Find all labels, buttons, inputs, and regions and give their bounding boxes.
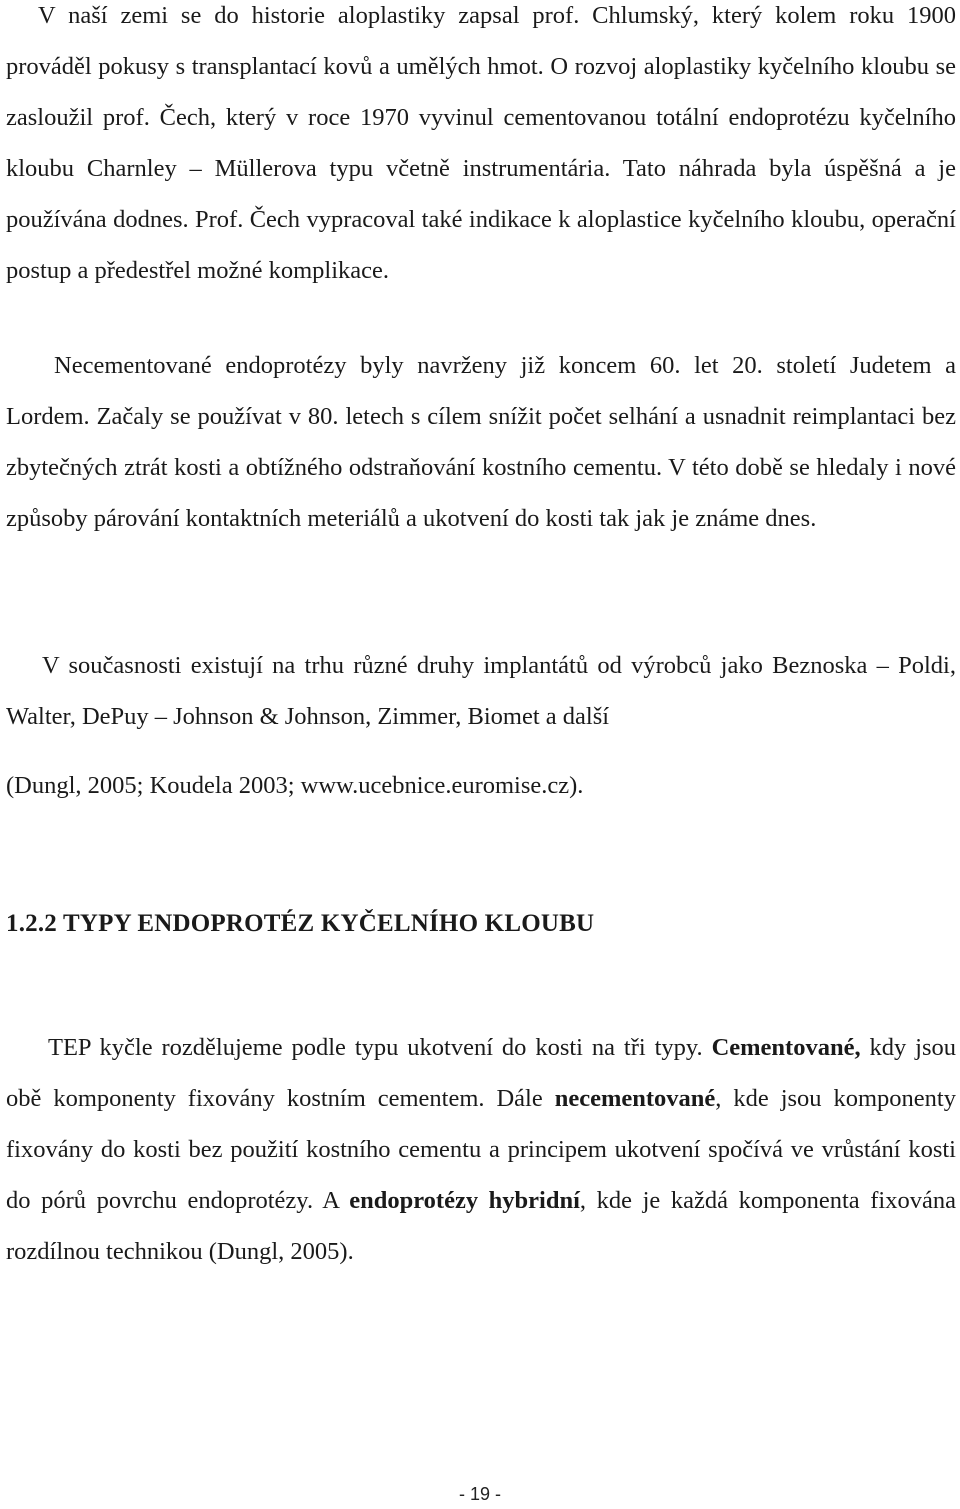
paragraph-uncemented: Necementované endoprotézy byly navrženy již koncem 60. let 20. století Judetem a Lordem. Začaly se používat v 80. letech s cílem snížit počet selhání a usnadnit reimplantaci bez zbytečných ztrát kosti a obtížného odstraňování kostního cementu. V této době se hledaly i nové způsoby párování kontaktních meteriálů a ukotvení do kosti tak jak je známe dnes.	[6, 352, 956, 532]
term-cemented: Cementované,	[711, 1034, 861, 1061]
types-text-2: kdy jsou obě komponenty fixovány kostním cementem. Dále	[6, 1034, 956, 1112]
citation: (Dungl, 2005; Koudela 2003; www.ucebnice.euromise.cz).	[6, 771, 584, 799]
term-uncemented: necementované	[554, 1085, 716, 1112]
paragraph-manufacturers: V současnosti existují na trhu různé druhy implantátů od výrobců jako Beznoska – Poldi, Walter, DePuy – Johnson & Johnson, Zimmer, Biomet a další	[6, 652, 956, 730]
types-text-4: , kde je každá komponenta fixována rozdílnou technikou (Dungl, 2005).	[6, 1187, 956, 1265]
page-number: - 19 -	[458, 1484, 501, 1504]
types-text-3: , kde jsou komponenty fixovány do kosti bez použití kostního cementu a principem ukotvení spočívá ve vrůstání kosti do pórů povrchu endoprotézy. A	[6, 1085, 956, 1214]
types-text-1: TEP kyčle rozdělujeme podle typu ukotvení do kosti na tři typy.	[48, 1034, 703, 1061]
paragraph-types	[6, 1022, 956, 1277]
term-hybrid: endoprotézy hybridní	[349, 1187, 580, 1214]
paragraph-history: V naší zemi se do historie aloplastiky zapsal prof. Chlumský, který kolem roku 1900 prováděl pokusy s transplantací kovů a umělých hmot. O rozvoj aloplastiky kyčelního kloubu se zasloužil prof. Čech, který v roce 1970 vyvinul cementovanou totální endoprotézu kyčelního kloubu Charnley – Müllerova typu včetně instrumentária. Tato náhrada byla úspěšná a je používána dodnes. Prof. Čech vypracoval také indikace k aloplastice kyčelního kloubu, operační postup a předestřel možné komplikace.	[6, 2, 956, 284]
section-heading: 1.2.2 TYPY ENDOPROTÉZ KYČELNÍHO KLOUBU	[6, 910, 595, 937]
